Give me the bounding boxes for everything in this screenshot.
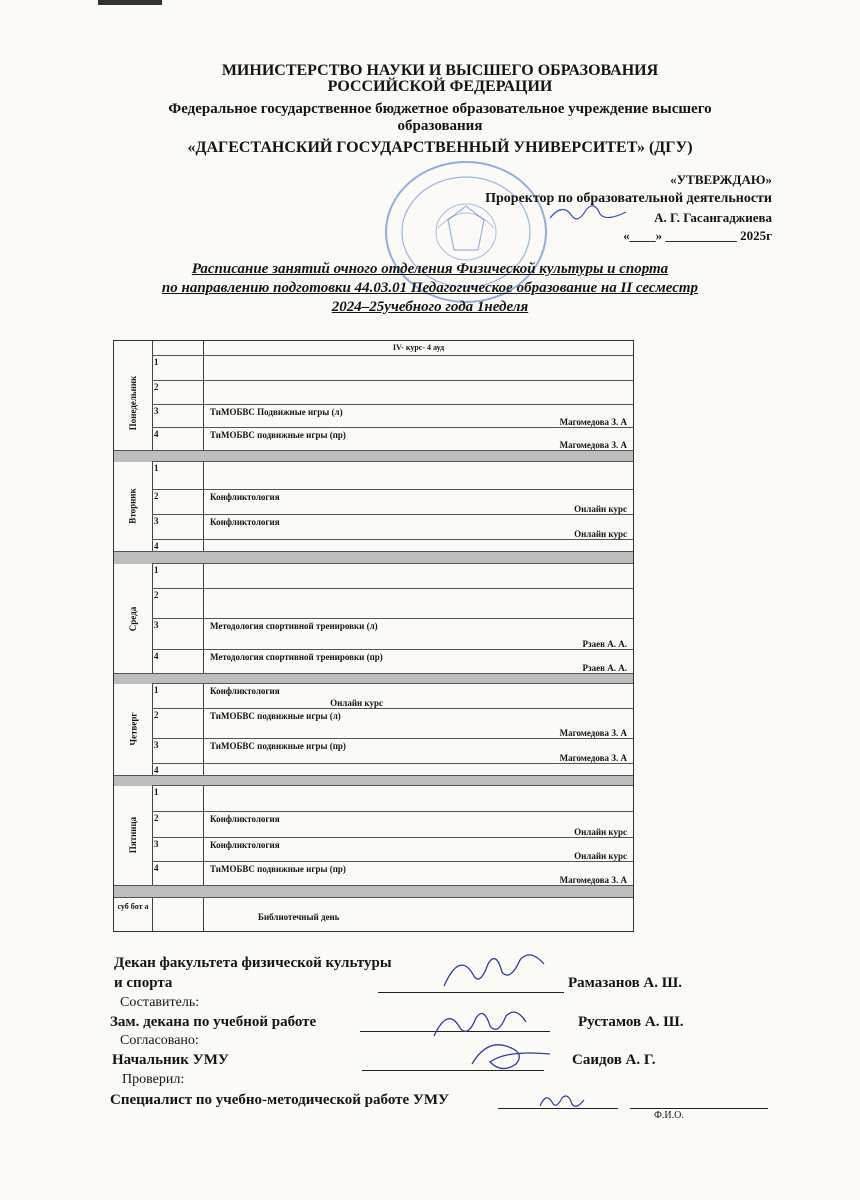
day-label-saturday: суб бот а	[117, 902, 149, 911]
approver-name: А. Г. Гасангаджиева	[654, 210, 772, 225]
table-row: 3 Конфликтология Онлайн курс	[152, 514, 633, 540]
top-tab-mark	[98, 0, 162, 5]
approval-date: «____» ___________ 2025г	[623, 228, 772, 243]
table-row: 1	[152, 355, 633, 381]
specialist-title: Специалист по учебно-методической работе УМУ	[110, 1092, 450, 1108]
day-label-friday: Пятница	[127, 816, 138, 854]
dean-title-line-2: и спорта	[114, 975, 173, 991]
table-row: 3 ТиМОБВС подвижные игры (пр) Магомедова З. А	[152, 738, 633, 764]
dean-name: Рамазанов А. Ш.	[568, 975, 682, 991]
schedule-title-line-3: 2024–25учебного года 1неделя	[331, 299, 529, 315]
table-row: 2 ТиМОБВС подвижные игры (л) Магомедова З. А	[152, 708, 633, 739]
umu-signature	[466, 1034, 556, 1074]
umu-head-title: Начальник УМУ	[112, 1052, 229, 1068]
table-row: 4	[152, 539, 633, 552]
deputy-dean-title: Зам. декана по учебной работе	[110, 1014, 317, 1030]
table-row: 4 Методология спортивной тренировки (пр) Рзаев А. А.	[152, 649, 633, 674]
institution-line-1: Федеральное государственное бюджетное образовательное учреждение высшего	[168, 101, 712, 117]
table-row: 2 Конфликтология Онлайн курс	[152, 811, 633, 838]
ministry-line-1: МИНИСТЕРСТВО НАУКИ И ВЫСШЕГО ОБРАЗОВАНИЯ	[221, 62, 659, 79]
schedule-table	[113, 340, 634, 932]
approve-label: «УТВЕРЖДАЮ»	[670, 172, 772, 187]
table-row: 2	[152, 380, 633, 405]
compiler-label: Составитель:	[120, 995, 200, 1010]
table-row: 1 Конфликтология Онлайн курс	[152, 683, 633, 709]
table-row: 3 Конфликтология Онлайн курс	[152, 837, 633, 862]
table-row: 4 ТиМОБВС подвижные игры (пр) Магомедова З. А	[152, 427, 633, 451]
approver-signature	[548, 200, 628, 226]
table-row: 4 ТиМОБВС подвижные игры (пр) Магомедова З. А	[152, 861, 633, 886]
agreed-label: Согласовано:	[120, 1033, 199, 1048]
day-label-wednesday: Среда	[128, 606, 138, 632]
dean-title-line-1: Декан факультета физической культуры	[114, 955, 392, 971]
umu-head-name: Саидов А. Г.	[572, 1052, 656, 1068]
fio-line	[630, 1108, 768, 1109]
table-row	[114, 897, 633, 932]
table-row: 1	[152, 563, 633, 589]
table-row: 3 Методология спортивной тренировки (л) Рзаев А. А.	[152, 618, 633, 650]
day-label-tuesday: Вторник	[128, 488, 138, 524]
table-row: 4	[152, 763, 633, 776]
dean-signature-line	[378, 992, 564, 993]
deputy-dean-name: Рустамов А. Ш.	[578, 1014, 684, 1030]
specialist-signature	[536, 1090, 586, 1112]
schedule-title-line-1: Расписание занятий очного отделения Физической культуры и спорта	[191, 261, 669, 277]
saturday-text: Библиотечный день	[258, 912, 340, 922]
approver-position: Проректор по образовательной деятельности	[485, 191, 772, 206]
institution-line-2: образования	[397, 118, 483, 134]
table-row: 3 ТиМОБВС Подвижные игры (л) Магомедова З. А	[152, 404, 633, 428]
university-name: «ДАГЕСТАНСКИЙ ГОСУДАРСТВЕННЫЙ УНИВЕРСИТЕТ» (ДГУ)	[187, 139, 693, 156]
fio-label: Ф.И.О.	[654, 1110, 684, 1121]
table-row: 2 Конфликтология Онлайн курс	[152, 489, 633, 515]
table-row: 1	[152, 785, 633, 812]
table-row: 1	[152, 461, 633, 490]
table-row: 2	[152, 588, 633, 619]
checked-label: Проверил:	[122, 1072, 185, 1087]
dean-signature	[440, 946, 550, 992]
day-label-thursday: Четверг	[128, 712, 138, 746]
schedule-title-line-2: по направлению подготовки 44.03.01 Педагогическое образование на II сесместр	[161, 280, 699, 296]
ministry-line-2: РОССИЙСКОЙ ФЕДЕРАЦИИ	[327, 78, 553, 95]
day-label-monday: Понедельник	[128, 375, 139, 431]
course-column-header: IV- курс- 4 ауд	[392, 343, 445, 352]
